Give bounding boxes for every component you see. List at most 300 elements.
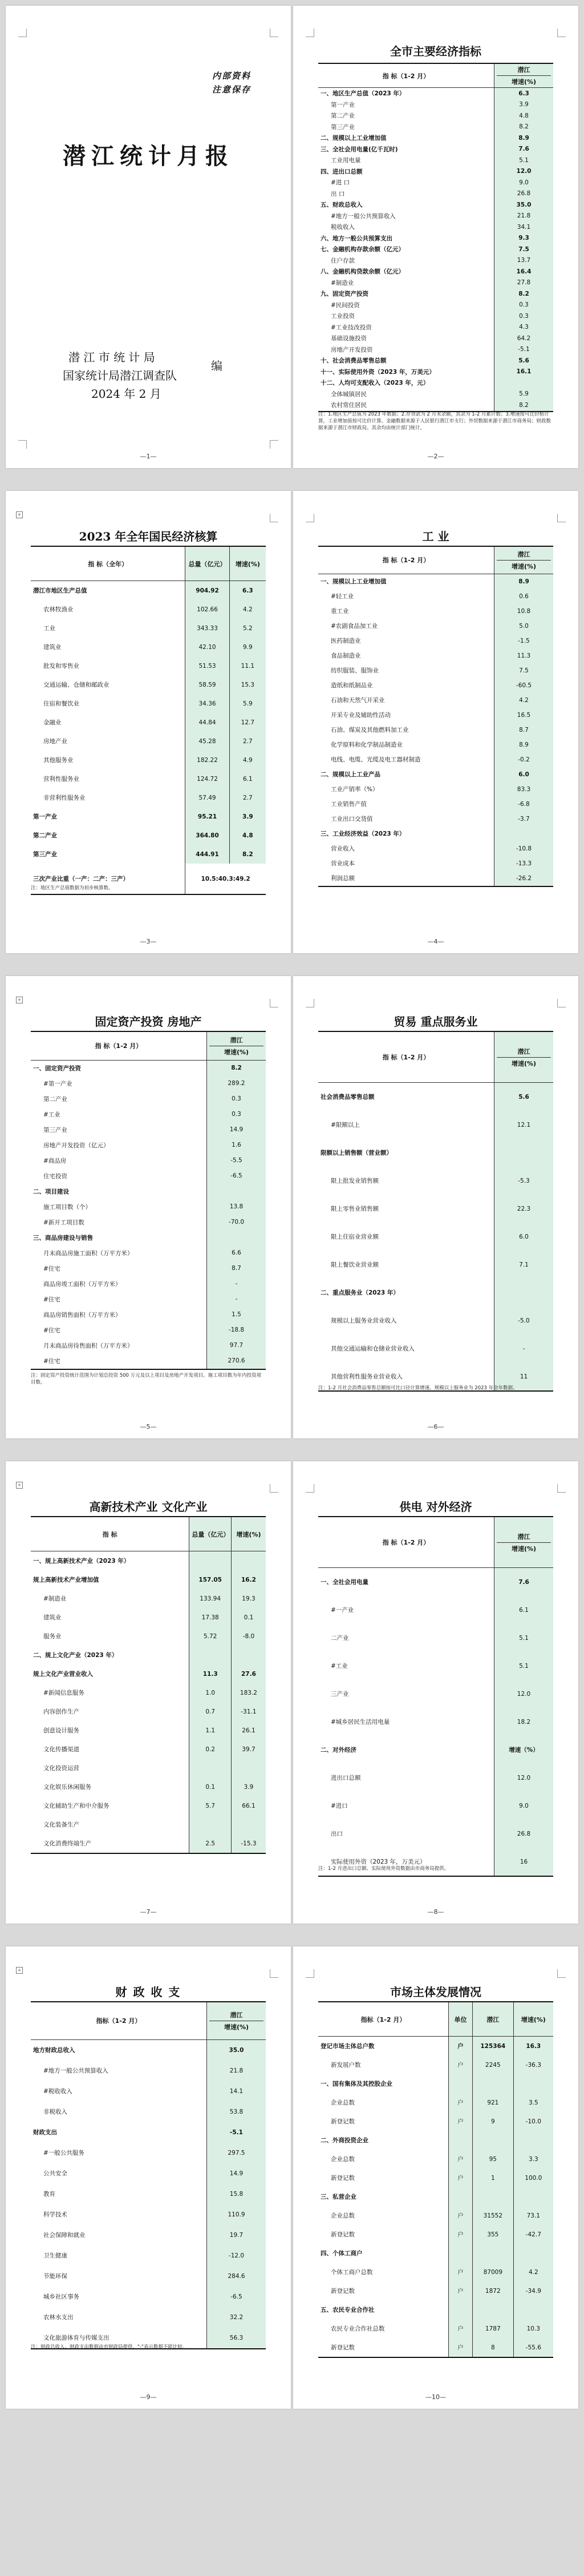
row-total: 444.91	[185, 845, 229, 864]
row-label: 其他服务业	[43, 757, 74, 764]
table-row	[31, 1292, 266, 1307]
row-value: 5.6	[494, 1083, 554, 1111]
table-row	[31, 638, 266, 656]
row-label: #一产业	[331, 1607, 354, 1614]
table-row	[318, 604, 553, 619]
row-label: 五、农民专业合作社	[321, 2307, 375, 2314]
secret-mark-2: 注意保存	[212, 84, 251, 95]
row-growth: 19.3	[231, 1589, 266, 1608]
row-value: 增速（%）	[494, 1736, 554, 1764]
row-total	[189, 1759, 231, 1777]
row-label: 二、规模以上工业增加值	[321, 135, 387, 142]
crop-mark	[18, 440, 27, 449]
cover-edit: 编	[211, 359, 222, 373]
table-trade	[318, 1031, 553, 1392]
row-total: 45.28	[185, 732, 229, 751]
table-row	[318, 2112, 553, 2131]
table-market	[318, 2001, 553, 2358]
row-value: -5.5	[207, 1153, 266, 1168]
row-value: -5.3	[494, 1167, 554, 1195]
header-region: 潜江	[473, 2002, 514, 2037]
crop-mark	[270, 514, 278, 522]
row-label: 二产业	[331, 1635, 349, 1642]
table-row	[31, 1702, 266, 1721]
row-growth: 2.7	[229, 732, 266, 751]
table-row	[31, 732, 266, 751]
table-row	[31, 1199, 266, 1215]
header-growth: 增速(%)	[231, 1517, 266, 1551]
row-value: 4.3	[494, 322, 554, 333]
row-label: 施工项目数（个）	[43, 1203, 91, 1211]
crop-mark	[18, 29, 27, 37]
page-number: —1—	[140, 453, 157, 460]
table-row	[31, 2287, 266, 2307]
table-row	[318, 782, 553, 797]
row-label: 限上住宿业营业额	[331, 1233, 379, 1241]
row-value: 8.2	[494, 122, 554, 133]
page-title: 工 业	[422, 530, 449, 543]
row-label: 建筑业	[43, 1614, 62, 1622]
row-label: 非营利性服务业	[43, 795, 86, 802]
row-value: 53.8	[207, 2102, 266, 2122]
table-row	[318, 812, 553, 827]
table-row	[31, 1168, 266, 1184]
row-total: 5.7	[189, 1796, 231, 1815]
row-value: 8.9	[494, 737, 554, 752]
cover-title: 潜江统计月报	[63, 143, 234, 170]
row-value: 56.3	[207, 2328, 266, 2349]
table-row	[318, 221, 553, 233]
table-row	[318, 1820, 553, 1848]
table-row	[31, 2246, 266, 2266]
row-growth: 73.1	[513, 2206, 553, 2225]
row-label: 全体城镇居民	[331, 390, 367, 398]
row-total: 0.2	[189, 1740, 231, 1759]
row-label: 文化装备生产	[43, 1821, 79, 1829]
row-label: 新发展户数	[331, 2062, 361, 2069]
table-row	[318, 1736, 553, 1764]
row-label: 城乡社区事务	[43, 2293, 79, 2301]
table-row	[318, 678, 553, 693]
row-value: 15.8	[207, 2184, 266, 2204]
row-label: #住宅	[43, 1357, 60, 1365]
crop-mark	[270, 999, 278, 1007]
table-row	[31, 675, 266, 694]
table-row	[31, 1721, 266, 1740]
crop-mark	[270, 1484, 278, 1493]
table-row	[31, 1570, 266, 1589]
row-label: 四、个体工商户	[321, 2250, 363, 2257]
row-value: 5.9	[494, 389, 554, 400]
secret-mark-1: 内部资料	[212, 71, 251, 81]
row-total: 58.59	[185, 675, 229, 694]
row-value: -70.0	[207, 1215, 266, 1230]
table-hightech	[31, 1516, 266, 1854]
row-label: 八、金融机构贷款余额（亿元）	[321, 268, 404, 276]
row-value: -0.2	[494, 752, 554, 767]
row-value: 3.9	[494, 99, 554, 111]
row-label: 农林牧渔业	[43, 606, 74, 614]
row-label: 住户存款	[331, 257, 355, 264]
row-value	[207, 1184, 266, 1199]
row-label: 三产业	[331, 1691, 349, 1698]
row-unit: 户	[449, 2112, 473, 2131]
row-label: 三、商品房建设与销售	[33, 1234, 93, 1241]
row-growth: 6.3	[229, 581, 266, 600]
row-value: 8.2	[494, 288, 554, 300]
row-value: 31552	[473, 2206, 514, 2225]
row-growth: 39.7	[231, 1740, 266, 1759]
row-value: 1.6	[207, 1138, 266, 1153]
row-value: 355	[473, 2225, 514, 2244]
row-value: 13.8	[207, 1199, 266, 1215]
row-growth: -55.6	[513, 2338, 553, 2357]
row-growth	[231, 1646, 266, 1664]
row-label: 教育	[43, 2191, 55, 2198]
crop-mark	[306, 1484, 314, 1493]
row-value: 26.8	[494, 1820, 554, 1848]
table-row	[318, 2150, 553, 2168]
table-row	[31, 845, 266, 864]
row-value: 35.0	[207, 2039, 266, 2061]
row-value: 9.0	[494, 177, 554, 188]
table-header-row	[31, 546, 266, 581]
header-indicator: 指标（1-2 月）	[96, 2017, 141, 2025]
row-value: -	[494, 1335, 554, 1362]
row-growth	[513, 2074, 553, 2093]
page-cover	[6, 6, 291, 468]
row-label: 实际使用外资（2023 年，万美元）	[331, 1859, 426, 1866]
table-row	[31, 751, 266, 769]
page-title: 市场主体发展情况	[390, 1985, 481, 1999]
row-growth: 16.2	[231, 1570, 266, 1589]
row-label: 三次产业比重（一产：二产：三产）	[33, 876, 129, 883]
row-unit	[449, 2074, 473, 2093]
row-unit	[449, 2131, 473, 2150]
row-value: 7.5	[494, 244, 554, 255]
row-label: 农林水支出	[43, 2314, 74, 2321]
row-value: -	[207, 1292, 266, 1307]
crop-mark	[306, 999, 314, 1007]
table-row	[31, 1353, 266, 1369]
table-row	[31, 1215, 266, 1230]
row-label: 农村常住居民	[331, 402, 367, 409]
row-value: 16.4	[494, 266, 554, 277]
row-value: 16	[494, 1848, 554, 1876]
row-label: #工业技改投资	[331, 324, 372, 331]
table-row	[31, 1338, 266, 1353]
row-label: 限上批发业销售额	[331, 1178, 379, 1185]
table-row	[318, 827, 553, 841]
row-label: 文化娱乐休闲服务	[43, 1784, 91, 1791]
row-label: 建筑业	[43, 644, 62, 651]
table-row	[318, 366, 553, 378]
row-growth: 27.6	[231, 1664, 266, 1683]
row-value: -26.2	[494, 871, 554, 886]
table-note: 注：1.地区生产总值为 2023 年数据；2.存贷款为 2 月末余额，其余为 1-2 月累计数；3.增速按可比价格计算，工业增加值按可比价计算。金融数据来源于人民银行潜江市支行；外贸数据来源于潜江市商务局；财政数据来源于潜江市财政局。其余均由统计部门统计。	[318, 412, 551, 431]
row-value: 14.9	[207, 2163, 266, 2184]
row-label: 五、财政总收入	[321, 201, 363, 209]
row-label: 规上高新技术产业增加值	[33, 1577, 99, 1584]
row-label: 金融业	[43, 719, 62, 727]
row-label: 第三产业	[33, 851, 57, 858]
table-row	[31, 1307, 266, 1323]
table-row	[318, 2263, 553, 2281]
table-row	[31, 1076, 266, 1091]
page-title: 供电 对外经济	[399, 1500, 472, 1514]
header-growth: 增速(%)	[511, 78, 537, 86]
table-finance	[31, 2001, 266, 2349]
table-row	[318, 99, 553, 111]
crop-mark	[557, 514, 566, 522]
row-label: #地方一般公共预算收入	[43, 2067, 108, 2075]
row-label: 营业收入	[331, 845, 355, 853]
table-row	[31, 1608, 266, 1627]
row-value	[494, 377, 554, 389]
page-title: 2023 年全年国民经济核算	[79, 530, 218, 543]
row-label: #住宅	[43, 1296, 60, 1303]
row-label: 纺织服装、服饰业	[331, 667, 379, 675]
table-header-row	[318, 1031, 553, 1083]
table-row	[31, 2061, 266, 2081]
row-growth: -10.0	[513, 2112, 553, 2131]
header-indicator: 指 标（1-2 月）	[382, 72, 430, 80]
table-row	[318, 199, 553, 211]
row-growth: 5.9	[229, 694, 266, 713]
page-number: —10—	[425, 2393, 446, 2401]
row-value: -5.1	[207, 2122, 266, 2143]
table-row	[318, 1167, 553, 1195]
row-value: -1.5	[494, 634, 554, 648]
table-row	[318, 311, 553, 322]
row-unit: 户	[449, 2281, 473, 2300]
row-label: #进 口	[331, 179, 350, 187]
row-value: 16.1	[494, 366, 554, 378]
row-unit: 户	[449, 2338, 473, 2357]
row-value: 6.3	[494, 88, 554, 99]
table-power	[318, 1516, 553, 1877]
row-value: -5.1	[494, 344, 554, 356]
table-row	[318, 1251, 553, 1279]
row-value: 9	[473, 2112, 514, 2131]
header-region: 潜江	[209, 1034, 263, 1046]
crop-mark	[306, 29, 314, 37]
cover-date: 2024 年 2 月	[91, 387, 161, 401]
table-row	[318, 1335, 553, 1362]
row-label: #地方一般公共预算收入	[331, 212, 396, 220]
row-label: 新登记数	[331, 2344, 355, 2352]
header-region: 潜江	[497, 1531, 551, 1543]
table-row	[31, 1230, 266, 1245]
row-total	[189, 1815, 231, 1834]
row-label: 文化传播渠道	[43, 1746, 79, 1753]
row-label: 服务业	[43, 1633, 62, 1640]
header-growth: 增速(%)	[224, 2023, 249, 2031]
row-label: 电线、电缆、光缆及电工器材制造	[331, 756, 421, 764]
row-value: 289.2	[207, 1076, 266, 1091]
row-total: 95.21	[185, 807, 229, 826]
header-value	[494, 1031, 554, 1083]
row-growth: 12.7	[229, 713, 266, 732]
table-row	[31, 1091, 266, 1107]
row-total: 57.49	[185, 788, 229, 807]
table-row	[31, 2225, 266, 2246]
row-value: 5.0	[494, 619, 554, 634]
row-growth: 0.1	[231, 1608, 266, 1627]
table-row	[31, 1777, 266, 1796]
table-row	[318, 389, 553, 400]
table-row	[31, 656, 266, 675]
table-row	[318, 2168, 553, 2187]
page-number: —9—	[140, 2393, 157, 2401]
row-label: 营业成本	[331, 860, 355, 868]
table-row	[31, 788, 266, 807]
row-value: 11	[494, 1362, 554, 1391]
table-row	[318, 400, 553, 412]
row-label: 创意设计服务	[43, 1727, 79, 1735]
row-value: 7.1	[494, 1251, 554, 1279]
header-region: 潜江	[497, 64, 551, 76]
row-growth: 4.2	[513, 2263, 553, 2281]
table-row	[31, 1323, 266, 1338]
row-label: 商品房竣工面积（万平方米）	[43, 1280, 121, 1288]
row-label: 基础设施投资	[331, 335, 367, 342]
row-growth: 15.3	[229, 675, 266, 694]
row-label: 食品制造业	[331, 652, 361, 660]
table-row	[31, 619, 266, 638]
row-value: 7.5	[494, 663, 554, 678]
row-growth	[231, 1551, 266, 1571]
row-value: 297.5	[207, 2143, 266, 2163]
row-value	[473, 2074, 514, 2093]
row-growth: 3.9	[231, 1777, 266, 1796]
row-value: 27.8	[494, 277, 554, 289]
table-row	[31, 1276, 266, 1292]
table-row	[318, 2187, 553, 2206]
row-growth	[513, 2300, 553, 2319]
row-total: 1.1	[189, 1721, 231, 1740]
row-label: #工业	[43, 1111, 60, 1118]
table-anchor-icon: +	[16, 997, 23, 1003]
row-label: 财政支出	[33, 2129, 57, 2136]
row-value: 8.7	[207, 1261, 266, 1276]
row-label: 住宅投资	[43, 1172, 67, 1180]
header-region: 潜江	[209, 2009, 263, 2021]
header-value	[494, 546, 554, 574]
table-row	[318, 144, 553, 155]
table-row	[318, 737, 553, 752]
row-value: 7.6	[494, 1568, 554, 1597]
table-note: 注：1-2 月进出口总额、实际使用外资数据由市商务局提供。	[318, 1866, 449, 1872]
table-row	[318, 856, 553, 871]
row-growth: 9.9	[229, 638, 266, 656]
row-unit	[449, 2244, 473, 2263]
row-value: -3.7	[494, 812, 554, 827]
table-row	[318, 1596, 553, 1624]
row-value: -18.8	[207, 1323, 266, 1338]
row-value: 8.9	[494, 574, 554, 589]
header-growth: 增速(%)	[229, 546, 266, 581]
page-title: 全市主要经济指标	[390, 45, 481, 58]
row-label: 社会消费品零售总额	[321, 1094, 375, 1101]
table-header-row	[31, 2002, 266, 2039]
row-label: 开采专业及辅助性活动	[331, 712, 391, 719]
row-value: 9.3	[494, 233, 554, 244]
row-growth: 4.2	[229, 600, 266, 619]
row-total: 0.1	[189, 1777, 231, 1796]
row-growth: 26.1	[231, 1721, 266, 1740]
row-total: 124.72	[185, 769, 229, 788]
table-row	[318, 723, 553, 737]
row-growth: -15.3	[231, 1834, 266, 1853]
row-total	[189, 1646, 231, 1664]
table-row	[31, 1683, 266, 1702]
table-row	[318, 255, 553, 267]
row-label: #制造业	[43, 1595, 67, 1603]
row-label: 二、外商投资企业	[321, 2137, 368, 2144]
table-row	[318, 1111, 553, 1139]
table-row	[318, 2225, 553, 2244]
row-label: 一、固定资产投资	[33, 1065, 81, 1072]
row-value: 8.2	[494, 400, 554, 412]
table-row	[31, 581, 266, 600]
row-value: 1.5	[207, 1307, 266, 1323]
table-row	[31, 2081, 266, 2102]
row-value	[473, 2244, 514, 2263]
header-value	[207, 2002, 266, 2039]
row-label: 商品房销售面积（万平方米）	[43, 1311, 121, 1319]
row-label: 七、金融机构存款余额（亿元）	[321, 246, 404, 253]
row-label: 个体工商户总数	[331, 2269, 373, 2276]
row-value	[494, 1279, 554, 1307]
row-label: 工业	[43, 625, 55, 632]
row-label: 月末商品房施工面积（万平方米）	[43, 1249, 133, 1257]
row-value: 12.1	[494, 1111, 554, 1139]
table-row	[318, 797, 553, 812]
header-value	[494, 63, 554, 88]
table-row	[318, 1307, 553, 1335]
table-row	[31, 1834, 266, 1853]
table-row	[318, 110, 553, 122]
table-row	[31, 1815, 266, 1834]
row-value: -60.5	[494, 678, 554, 693]
row-total: 133.94	[189, 1589, 231, 1608]
row-label: 其他营利性服务业营业收入	[331, 1373, 403, 1381]
table-row	[31, 1740, 266, 1759]
row-growth: 11.1	[229, 656, 266, 675]
row-unit: 户	[449, 2037, 473, 2056]
table-row	[318, 1624, 553, 1652]
table-row	[318, 333, 553, 344]
page-gdp-accounting	[6, 491, 291, 953]
row-growth: -8.0	[231, 1627, 266, 1646]
page-number: —4—	[427, 938, 444, 945]
row-value: 16.5	[494, 708, 554, 723]
row-value: 9.0	[494, 1792, 554, 1820]
table-row	[318, 574, 553, 589]
row-label: 规上文化产业营业收入	[33, 1671, 93, 1678]
table-row	[31, 2307, 266, 2328]
row-value: -12.0	[207, 2246, 266, 2266]
row-value: 12.0	[494, 1764, 554, 1792]
header-indicator: 指 标（1-2 月）	[382, 1054, 430, 1062]
row-label: 限上餐饮业营业额	[331, 1261, 379, 1269]
row-value: 8.2	[207, 1060, 266, 1076]
row-label: 限上零售业销售额	[331, 1206, 379, 1213]
row-label: 化学原料和化学制品制造业	[331, 741, 403, 749]
row-value: 125364	[473, 2037, 514, 2056]
table-row	[318, 2319, 553, 2338]
